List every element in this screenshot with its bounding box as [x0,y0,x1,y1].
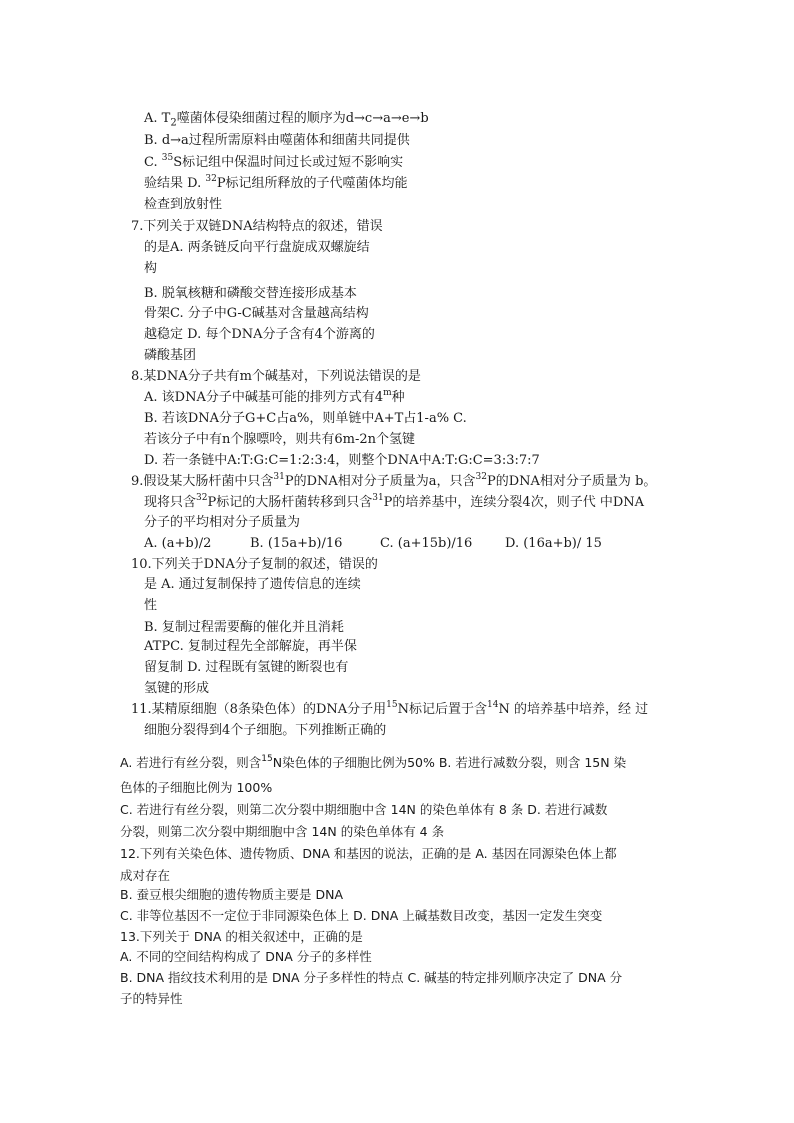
q10-option-a-end: 性 [144,598,158,613]
q6-option-c-d: 验结果 D. $^{32}$P标记组所释放的子代噬菌体均能 [144,174,408,191]
q7-option-d-end: 磷酸基团 [144,348,197,363]
q9-option-c: C. (a+15b)/16 [380,536,473,551]
q9-option-b: B. (15a+b)/16 [250,536,343,551]
q6-option-c: C. $^{35}$S标记组中保温时间过长或过短不影响实 [144,153,404,170]
q13-option-b-c: B. DNA 指纹技术利用的是 DNA 分子多样性的特点 C. 碱基的特定排列顺序决定了 DNA 分 [120,970,623,985]
q8-option-a: A. 该DNA分子中碱基可能的排列方式有4$^m$种 [144,388,405,405]
q8-option-d: D. 若一条链中A:T:G:C=1:2:3:4，则整个DNA中A:T:G:C=3:3:7:7 [144,453,540,468]
q8-stem: 8.某DNA分子共有m个碱基对，下列说法错误的是 [131,369,421,384]
q11-stem-line1: 11.某精原细胞（8条染色体）的DNA分子用$^{15}$N标记后置于含$^{14}$N 的培养基中培养，经 过 [131,700,649,717]
q11-option-b-end: 色体的子细胞比例为 100% [120,780,273,795]
q7-option-a: 的是A. 两条链反向平行盘旋成双螺旋结 [144,240,370,255]
q9-option-d: D. (16a+b)/ 15 [505,536,602,551]
q10-option-a: 是 A. 通过复制保持了遗传信息的连续 [144,577,361,592]
q11-option-d-end: 分裂，则第二次分裂中期细胞中含 14N 的染色单体有 4 条 [120,824,445,839]
q10-option-c: ATPC. 复制过程先全部解旋，再半保 [144,639,357,654]
q12-option-c-d: C. 非等位基因不一定位于非同源染色体上 D. DNA 上碱基数目改变，基因一定发生突变 [120,908,603,923]
q7-option-b: B. 脱氧核糖和磷酸交替连接形成基本 [144,286,357,301]
q11-option-c-d: C. 若进行有丝分裂，则第二次分裂中期细胞中含 14N 的染色单体有 8 条 D. 若进行减数 [120,802,608,817]
q10-option-d: 留复制 D. 过程既有氢键的断裂也有 [144,660,349,675]
q9-stem-line1: 9.假设某大肠杆菌中只含$^{31}$P的DNA相对分子质量为a，只含$^{32}$P的DNA相对分子质量为 b。 [131,472,657,489]
q7-stem: 7.下列关于双链DNA结构特点的叙述，错误 [131,219,383,234]
q8-option-c: 若该分子中有n个腺嘌呤，则共有6m-2n个氢键 [144,432,416,447]
q11-option-a-b: A. 若进行有丝分裂，则含$^{15}$N染色体的子细胞比例为50% B. 若进行减数分裂，则含 15N 染 [120,754,627,770]
q9-stem-line3: 分子的平均相对分子质量为 [144,515,301,530]
q12-option-a-end: 成对存在 [120,868,171,883]
q12-option-b: B. 蚕豆根尖细胞的遗传物质主要是 DNA [120,887,344,902]
q11-stem-line2: 细胞分裂得到4个子细胞。下列推断正确的 [144,723,387,738]
q9-stem-line2: 现将只含$^{32}$P标记的大肠杆菌转移到只含$^{31}$P的培养基中，连续分裂4次，则子代 中DNA [144,493,645,510]
q9-option-a: A. (a+b)/2 [144,536,212,551]
q10-stem: 10.下列关于DNA分子复制的叙述，错误的 [131,557,378,572]
q6-option-b: B. d→a过程所需原料由噬菌体和细菌共同提供 [144,133,410,148]
q12-stem: 12.下列有关染色体、遗传物质、DNA 和基因的说法，正确的是 A. 基因在同源染色体上都 [120,846,617,861]
q13-stem: 13.下列关于 DNA 的相关叙述中，正确的是 [120,929,363,944]
q10-option-d-end: 氢键的形成 [144,681,210,696]
q13-option-c-end: 子的特异性 [120,991,183,1006]
q7-option-a-end: 构 [144,261,158,276]
q6-option-a: A. $T_2$噬菌体侵染细菌过程的顺序为d→c→a→e→b [144,111,429,129]
q7-option-c: 骨架C. 分子中G-C碱基对含量越高结构 [144,306,369,321]
q10-option-b: B. 复制过程需要酶的催化并且消耗 [144,620,344,635]
q8-option-b: B. 若该DNA分子G+C占a%，则单链中A+T占1-a% C. [144,411,467,426]
q7-option-d: 越稳定 D. 每个DNA分子含有4个游离的 [144,327,375,342]
q6-option-d-end: 检查到放射性 [144,197,223,212]
q13-option-a: A. 不同的空间结构构成了 DNA 分子的多样性 [120,949,372,964]
